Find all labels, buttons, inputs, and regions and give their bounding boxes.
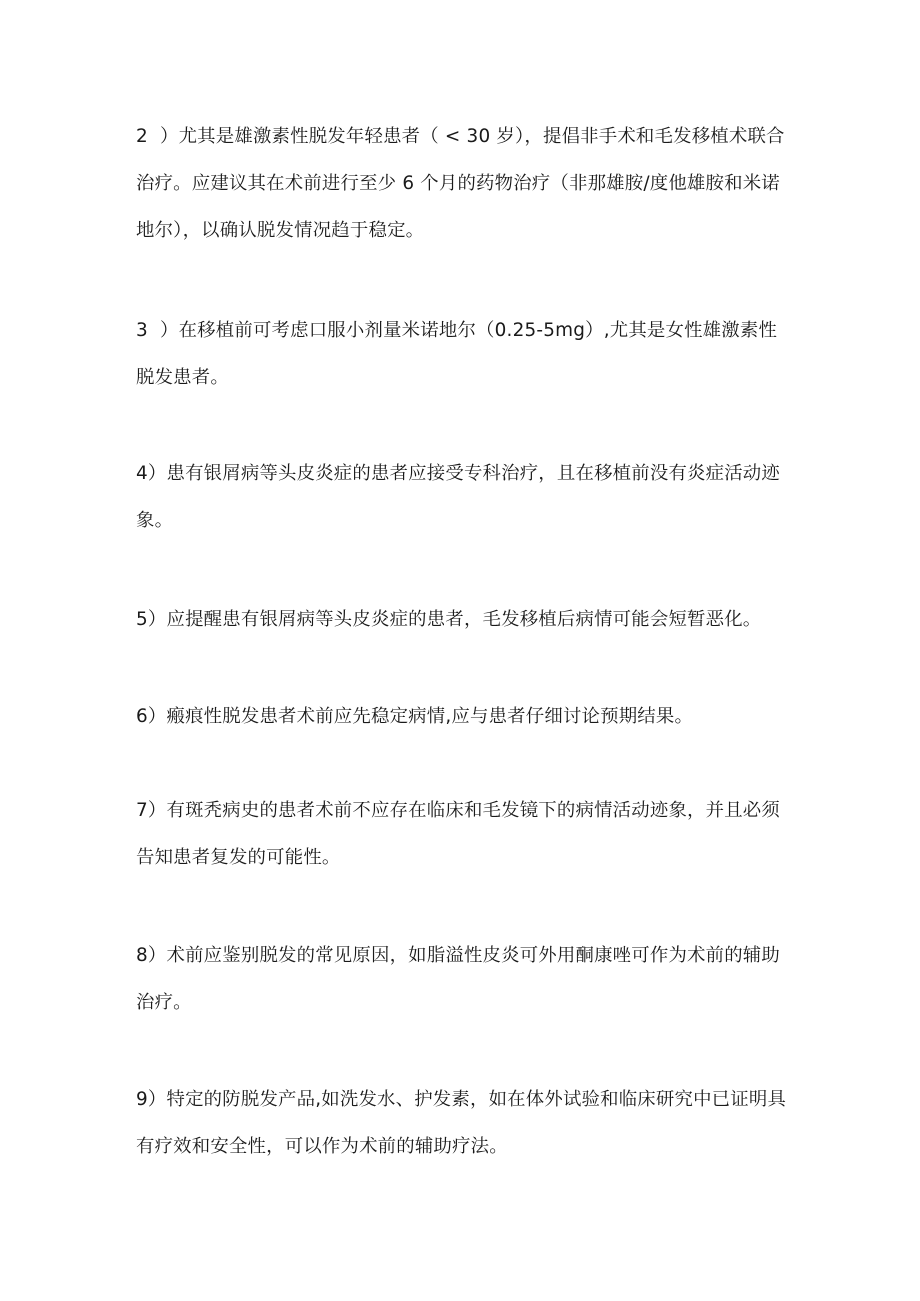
paragraph-line: 有疗效和安全性，可以作为术前的辅助疗法。 — [136, 1136, 508, 1157]
paragraph-item-8 — [136, 932, 788, 1026]
paragraph-item-2 — [136, 113, 788, 254]
paragraph-line: 象。 — [136, 510, 174, 531]
paragraph-line: 脱发患者。 — [136, 367, 229, 388]
paragraph-line: 告知患者复发的可能性。 — [136, 847, 341, 868]
paragraph-line: 8）术前应鉴别脱发的常见原因，如脂溢性皮炎可外用酮康唑可作为术前的辅助 — [136, 945, 780, 966]
paragraph-item-4 — [136, 450, 788, 544]
paragraph-item-5 — [136, 596, 788, 643]
paragraph-line: 6）瘢痕性脱发患者术前应先稳定病情,应与患者仔细讨论预期结果。 — [136, 706, 694, 727]
paragraph-line: 2 ）尤其是雄激素性脱发年轻患者（ < 30 岁），提倡非手术和毛发移植术联合 — [136, 126, 785, 147]
paragraph-line: 3 ）在移植前可考虑口服小剂量米诺地尔（0.25-5mg）,尤其是女性雄激素性 — [136, 320, 778, 341]
paragraph-item-7 — [136, 787, 788, 881]
paragraph-line: 7）有斑秃病史的患者术前不应存在临床和毛发镜下的病情活动迹象，并且必须 — [136, 800, 780, 821]
paragraph-line: 5）应提醒患有银屑病等头皮炎症的患者，毛发移植后病情可能会短暂恶化。 — [136, 609, 762, 630]
paragraph-line: 治疗。 — [136, 992, 192, 1013]
paragraph-line: 4）患有银屑病等头皮炎症的患者应接受专科治疗，且在移植前没有炎症活动迹 — [136, 463, 780, 484]
paragraph-line: 地尔），以确认脱发情况趋于稳定。 — [136, 220, 425, 241]
paragraph-item-3 — [136, 307, 788, 401]
paragraph-line: 治疗。应建议其在术前进行至少 6 个月的药物治疗（非那雄胺/度他雄胺和米诺 — [136, 173, 780, 194]
paragraph-item-9 — [136, 1076, 788, 1170]
paragraph-line: 9）特定的防脱发产品,如洗发水、护发素，如在体外试验和临床研究中已证明具 — [136, 1089, 787, 1110]
paragraph-item-6 — [136, 693, 788, 740]
